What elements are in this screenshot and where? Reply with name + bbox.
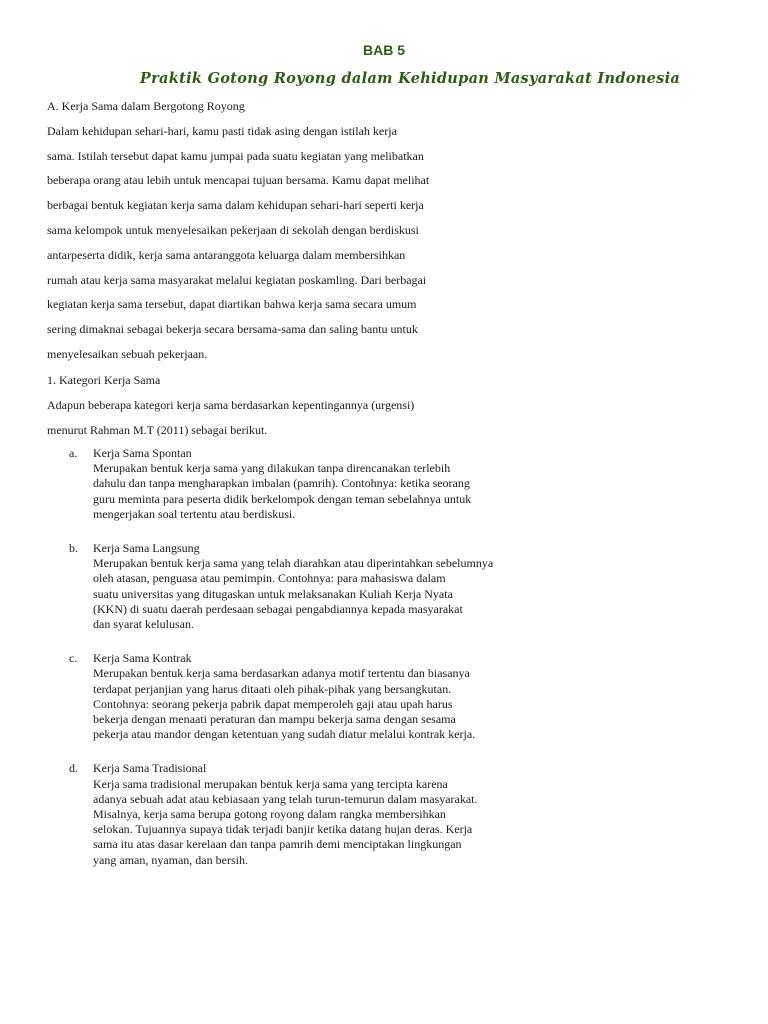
category-line: suatu universitas yang ditugaskan untuk melaksanakan Kuliah Kerja Nyata bbox=[93, 586, 453, 601]
chapter-heading: BAB 5 bbox=[362, 42, 405, 58]
category-line: bekerja dengan menaati peraturan dan mampu bekerja sama dengan sesama bbox=[93, 712, 456, 727]
category-line: dahulu dan tanpa mengharapkan imbalan (pamrih). Contohnya: ketika seorang bbox=[93, 476, 470, 491]
paragraph-line: berbagai bentuk kegiatan kerja sama dalam kehidupan sehari-hari seperti kerja bbox=[47, 198, 424, 213]
paragraph-line: menurut Rahman M.T (2011) sebagai berikut. bbox=[47, 422, 268, 437]
paragraph-line: sama kelompok untuk menyelesaikan pekerjaan di sekolah dengan berdiskusi bbox=[47, 222, 419, 237]
paragraph-line: rumah atau kerja sama masyarakat melalui kegiatan poskamling. Dari berbagai bbox=[47, 272, 427, 287]
paragraph-line: antarpeserta didik, kerja sama antaranggota keluarga dalam membersihkan bbox=[47, 247, 406, 262]
category-title: Kerja Sama Spontan bbox=[93, 446, 192, 460]
category-line: dan syarat kelulusan. bbox=[93, 617, 194, 632]
category-line: Merupakan bentuk kerja sama yang telah diarahkan atau diperintahkan sebelumnya bbox=[93, 556, 494, 571]
paragraph-line: menyelesaikan sebuah pekerjaan. bbox=[47, 346, 208, 361]
paragraph-line: kegiatan kerja sama tersebut, dapat diartikan bahwa kerja sama secara umum bbox=[47, 297, 417, 312]
category-title: Kerja Sama Tradisional bbox=[93, 761, 207, 776]
list-marker: b. bbox=[69, 541, 78, 556]
category-line: Contohnya: seorang pekerja pabrik dapat memperoleh gaji atau upah harus bbox=[93, 696, 453, 711]
category-title: Kerja Sama Langsung bbox=[93, 541, 200, 556]
category-line: sama itu atas dasar kerelaan dan tanpa pamrih demi menciptakan lingkungan bbox=[93, 837, 462, 852]
category-line: Merupakan bentuk kerja sama yang dilakukan tanpa direncanakan terlebih bbox=[93, 461, 451, 476]
category-line: yang aman, nyaman, dan bersih. bbox=[93, 852, 248, 867]
paragraph-line: sering dimaknai sebagai bekerja secara bersama-sama dan saling bantu untuk bbox=[47, 322, 418, 337]
category-title: Kerja Sama Kontrak bbox=[93, 651, 192, 666]
category-line: Misalnya, kerja sama berupa gotong royong dalam rangka membersihkan bbox=[93, 807, 446, 822]
section-a-heading: A. Kerja Sama dalam Bergotong Royong bbox=[47, 99, 245, 113]
list-marker: a. bbox=[69, 446, 78, 460]
category-item-kontrak bbox=[47, 651, 687, 742]
section-1-text bbox=[47, 368, 687, 442]
paragraph-line: sama. Istilah tersebut dapat kamu jumpai pada suatu kegiatan yang melibatkan bbox=[47, 148, 424, 163]
paragraph-line: Adapun beberapa kategori kerja sama berdasarkan kepentingannya (urgensi) bbox=[47, 397, 415, 412]
list-marker: d. bbox=[69, 761, 78, 776]
list-marker: c. bbox=[69, 651, 78, 666]
category-list bbox=[47, 446, 687, 887]
category-line: oleh atasan, penguasa atau pemimpin. Contohnya: para mahasiswa dalam bbox=[93, 571, 446, 586]
category-item-tradisional bbox=[47, 761, 687, 867]
paragraph-line: beberapa orang atau lebih untuk mencapai tujuan bersama. Kamu dapat melihat bbox=[47, 173, 430, 188]
section-a-text bbox=[47, 94, 687, 367]
section-1-heading: 1. Kategori Kerja Sama bbox=[47, 373, 161, 387]
category-line: (KKN) di suatu daerah perdesaan sebagai pengabdiannya kepada masyarakat bbox=[93, 601, 463, 616]
category-line: pekerja atau mandor dengan ketentuan yang sudah diatur melalui kontrak kerja. bbox=[93, 727, 476, 742]
category-item-spontan bbox=[47, 446, 687, 522]
paragraph-line: Dalam kehidupan sehari-hari, kamu pasti tidak asing dengan istilah kerja bbox=[47, 123, 397, 138]
category-line: adanya sebuah adat atau kebiasaan yang telah turun-temurun dalam masyarakat. bbox=[93, 791, 478, 806]
category-line: selokan. Tujuannya supaya tidak terjadi banjir ketika datang hujan deras. Kerja bbox=[93, 822, 473, 837]
category-line: mengerjakan soal tertentu atau berdiskusi. bbox=[93, 506, 296, 521]
category-line: guru meminta para peserta didik berkelompok dengan teman sebelahnya untuk bbox=[93, 491, 472, 506]
category-item-langsung bbox=[47, 541, 687, 632]
category-line: terdapat perjanjian yang harus ditaati oleh pihak-pihak yang bersangkutan. bbox=[93, 681, 452, 696]
category-line: Merupakan bentuk kerja sama berdasarkan adanya motif tertentu dan biasanya bbox=[93, 666, 470, 681]
category-line: Kerja sama tradisional merupakan bentuk kerja sama yang tercipta karena bbox=[93, 776, 448, 791]
chapter-title: Praktik Gotong Royong dalam Kehidupan Masyarakat Indonesia bbox=[139, 70, 681, 87]
